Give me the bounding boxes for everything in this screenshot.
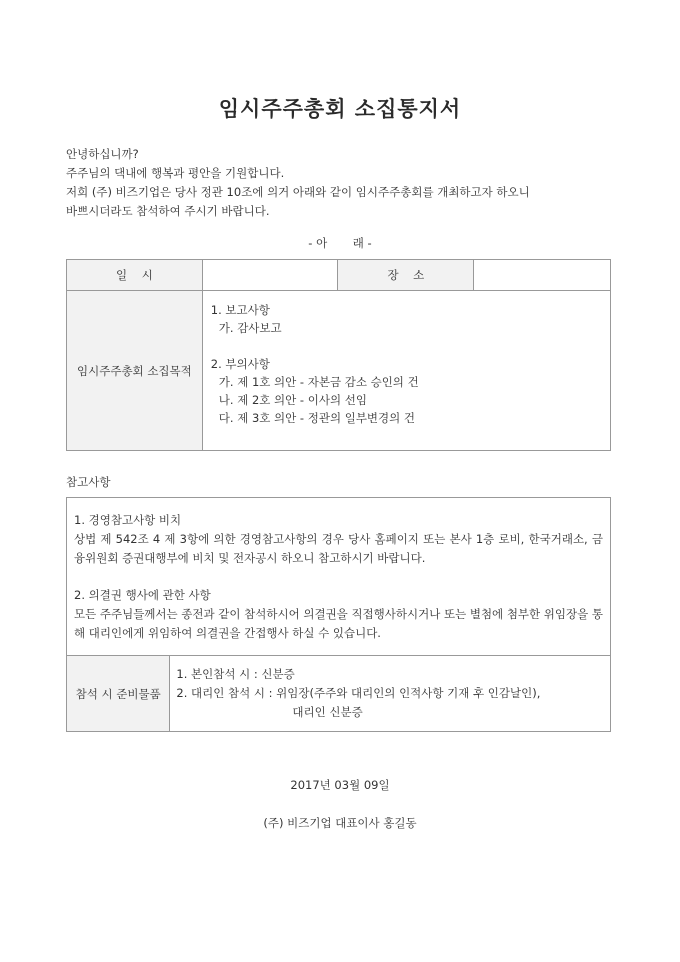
greeting: 안녕하십니까? (66, 147, 139, 161)
report-heading: 1. 보고사항 (210, 303, 270, 317)
resolution-heading: 2. 부의사항 (210, 357, 270, 371)
reference-table (66, 497, 611, 732)
document-title: 임시주주총회 소집통지서 (218, 97, 462, 121)
purpose-label: 임시주주총회 소집목적 (67, 291, 203, 451)
place-value (474, 260, 611, 291)
reference-section1-body: 상법 제 542조 4 제 3항에 의한 경영참고사항의 경우 당사 홈페이지 또는 본사 1층 로비, 한국거래소, 금융위원회 증권대행부에 비치 및 전자공시 하오니 참고하시기 바랍니다. (74, 532, 603, 565)
date-label: 일 시 (67, 260, 203, 291)
intro-line: 주주님의 댁내에 행복과 평안을 기원합니다. (66, 166, 285, 180)
prep-item: 1. 본인참석 시 : 신분증 (176, 667, 295, 681)
prep-items (170, 656, 611, 732)
prep-item: 대리인 신분증 (292, 705, 363, 719)
reference-section2-body: 모든 주주님들께서는 종전과 같이 참석하시어 의결권을 직접행사하시거나 또는 별첨에 첨부한 위임장을 통해 대리인에게 위임하여 의결권을 간접행사 하실 수 있습니다. (74, 607, 604, 640)
resolution-item: 다. 제 3호 의안 - 정관의 일부변경의 건 (218, 411, 416, 425)
intro-paragraph (66, 145, 626, 221)
reference-title: 참고사항 (66, 475, 111, 489)
reference-section1-heading: 1. 경영참고사항 비치 (74, 513, 182, 527)
signature: (주) 비즈기업 대표이사 홍길동 (263, 816, 417, 830)
date-value (202, 260, 338, 291)
document-date: 2017년 03월 09일 (290, 778, 390, 792)
meeting-table (66, 259, 611, 451)
intro-line: 바쁘시더라도 참석하여 주시기 바랍니다. (66, 204, 270, 218)
prep-label: 참석 시 준비물품 (67, 656, 170, 732)
resolution-item: 가. 제 1호 의안 - 자본금 감소 승인의 건 (218, 375, 419, 389)
reference-content (67, 498, 611, 656)
notice-header: - 아 래 - (308, 236, 372, 250)
place-label: 장 소 (338, 260, 474, 291)
resolution-item: 나. 제 2호 의안 - 이사의 선임 (218, 393, 367, 407)
report-item: 가. 감사보고 (218, 321, 282, 335)
intro-line: 저희 (주) 비즈기업은 당사 정관 10조에 의거 아래와 같이 임시주주총회를 개최하고자 하오니 (66, 185, 530, 199)
reference-section2-heading: 2. 의결권 행사에 관한 사항 (74, 588, 211, 602)
purpose-content (202, 291, 610, 451)
prep-item: 2. 대리인 참석 시 : 위임장(주주와 대리인의 인적사항 기재 후 인감날인), (176, 686, 541, 700)
